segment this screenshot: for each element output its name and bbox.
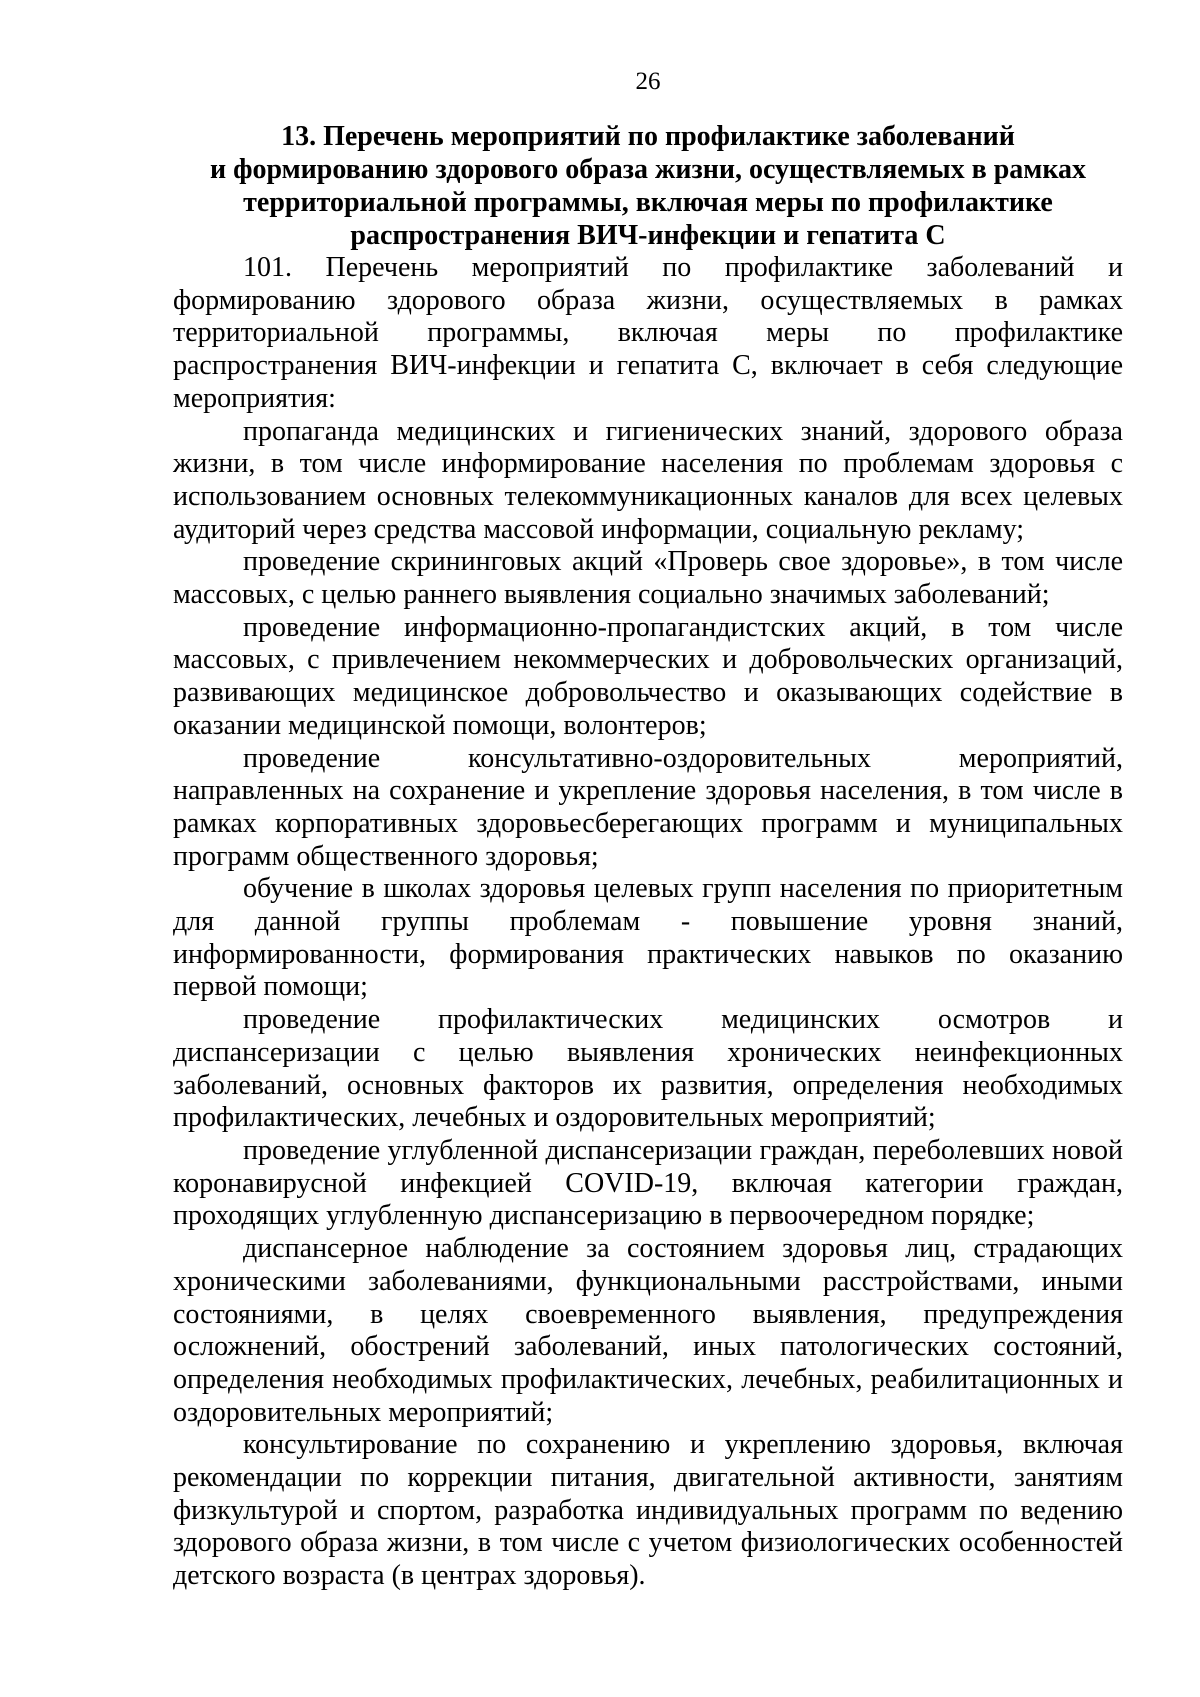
measure-paragraph: проведение профилактических медицинских осмотров и диспансеризации с целью выявления хронических неинфекционных заболеваний, основных факторов их развития, определения необходимых профилактических, лечебных и оздоровительных мероприятий; bbox=[173, 1004, 1123, 1134]
page-number: 26 bbox=[635, 68, 661, 95]
heading-line: 13. Перечень мероприятий по профилактике заболеваний bbox=[281, 121, 1015, 152]
heading-line: распространения ВИЧ-инфекции и гепатита С bbox=[350, 220, 946, 251]
measure-paragraph: консультирование по сохранению и укреплению здоровья, включая рекомендации по коррекции питания, двигательной активности, занятиям физкультурой и спортом, разработка индивидуальных программ по ведению здорового образа жизни, в том числе с учетом физиологических особенностей детского возраста (в центрах здоровья). bbox=[173, 1429, 1123, 1592]
measure-paragraph: проведение информационно-пропагандистских акций, в том числе массовых, с привлечением некоммерческих и добровольческих организаций, развивающих медицинское добровольчество и оказывающих содействие в оказании медицинской помощи, волонтеров; bbox=[173, 611, 1123, 741]
intro-paragraph: 101. Перечень мероприятий по профилактике заболеваний и формированию здорового образа жизни, осуществляемых в рамках территориальной программы, включая меры по профилактике распространения ВИЧ-инфекции и гепатита С, включает в себя следующие мероприятия: bbox=[173, 252, 1123, 414]
measure-paragraph: пропаганда медицинских и гигиенических знаний, здорового образа жизни, в том числе информирование населения по проблемам здоровья с использованием основных телекоммуникационных каналов для всех целевых аудиторий через средства массовой информации, социальную рекламу; bbox=[173, 415, 1123, 545]
measure-paragraph: проведение консультативно-оздоровительных мероприятий, направленных на сохранение и укрепление здоровья населения, в том числе в рамках корпоративных здоровьесберегающих программ и муниципальных программ общественного здоровья; bbox=[173, 742, 1123, 872]
measure-paragraph: обучение в школах здоровья целевых групп населения по приоритетным для данной группы проблемам - повышение уровня знаний, информированности, формирования практических навыков по оказанию первой помощи; bbox=[173, 873, 1123, 1003]
heading-line: и формированию здорового образа жизни, осуществляемых в рамках bbox=[209, 154, 1087, 185]
measure-paragraph: проведение углубленной диспансеризации граждан, переболевших новой коронавирусной инфекцией COVID-19, включая категории граждан, проходящих углубленную диспансеризацию в первоочередном порядке; bbox=[173, 1134, 1123, 1232]
measure-paragraph: диспансерное наблюдение за состоянием здоровья лиц, страдающих хроническими заболеваниями, функциональными расстройствами, иными состояниями, в целях своевременного выявления, предупреждения осложнений, обострений заболеваний, иных патологических состояний, определения необходимых профилактических, лечебных, реабилитационных и оздоровительных мероприятий; bbox=[173, 1233, 1123, 1428]
section-heading bbox=[173, 120, 1123, 252]
document-page bbox=[173, 66, 1123, 1593]
heading-line: территориальной программы, включая меры по профилактике bbox=[243, 187, 1053, 218]
measure-paragraph: проведение скрининговых акций «Проверь свое здоровье», в том числе массовых, с целью раннего выявления социально значимых заболеваний; bbox=[173, 546, 1123, 611]
